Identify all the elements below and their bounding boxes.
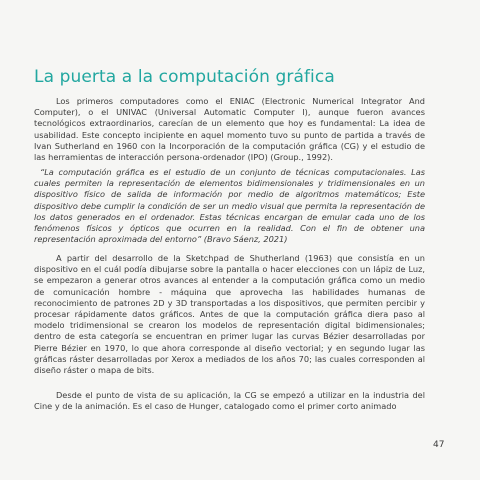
paragraph-sketchpad: A partir del desarrollo de la Sketchpad de Shutherland (1963) que consistía en un dispositivo en el cuál podía dibujarse sobre la pantalla o hacer elecciones con un lápiz de Luz, se empezaron a generar otros avances al entender a la computación gráfica como un medio de comunicación hombre - máquina que aprovecha las habilidades humanas de reconocimiento de patrones 2D y 3D transportadas a los dispositivos, que permiten percibir y procesar rápidamente datos gráficos. Antes de que la computación gráfica diera paso al modelo tridimensional se crearon los modelos de representación digital bidimensionales; dentro de esta categoría se encuentran en primer lugar las curvas Bézier desarrolladas por Pierre Bézier en 1970, lo que ahora corresponde al diseño vectorial; y en segundo lugar las gráficas ráster desarrolladas por Xerox a mediados de los años 70; las cuales corresponden al diseño ráster o mapa de bits. — [34, 253, 425, 376]
quote-computacion-grafica: “La computación gráfica es el estudio de un conjunto de técnicas computacionales. Las cuales permiten la representación de elementos bidimensionales y tridimensionales en un dispositivo físico de salida de información por medio de algoritmos matemáticos; Este dispositivo debe cumplir la condición de ser un medio visual que permita la representación de los datos generados en el ordenador. Estas técnicas encargan de emular cada uno de los fenómenos físicos y ópticos que ocurren en la realidad. Con el fin de obtener una representación aproximada del entorno” (Bravo Sáenz, 2021) — [34, 167, 425, 245]
page-number: 47 — [433, 440, 445, 450]
paragraph-computers-usability: Los primeros computadores como el ENIAC (Electronic Numerical Integrator And Computer), o el UNIVAC (Universal Automatic Computer I), aunque fueron avances tecnológicos extraordinarios, carecían de un elemento que hoy es fundamental: La idea de usabilidad. Este concepto incipiente en aquel momento tuvo su punto de partida a través de Ivan Sutherland en 1960 con la Incorporación de la computación gráfica (CG) y el estudio de las herramientas de interacción persona-ordenador (IPO) (Group., 1992). — [34, 96, 425, 163]
section-title: La puerta a la computación gráfica — [34, 67, 335, 88]
paragraph-application: Desde el punto de vista de su aplicación, la CG se empezó a utilizar en la industria del Cine y de la animación. Es el caso de Hunger, catalogado como el primer corto animado — [34, 390, 425, 412]
